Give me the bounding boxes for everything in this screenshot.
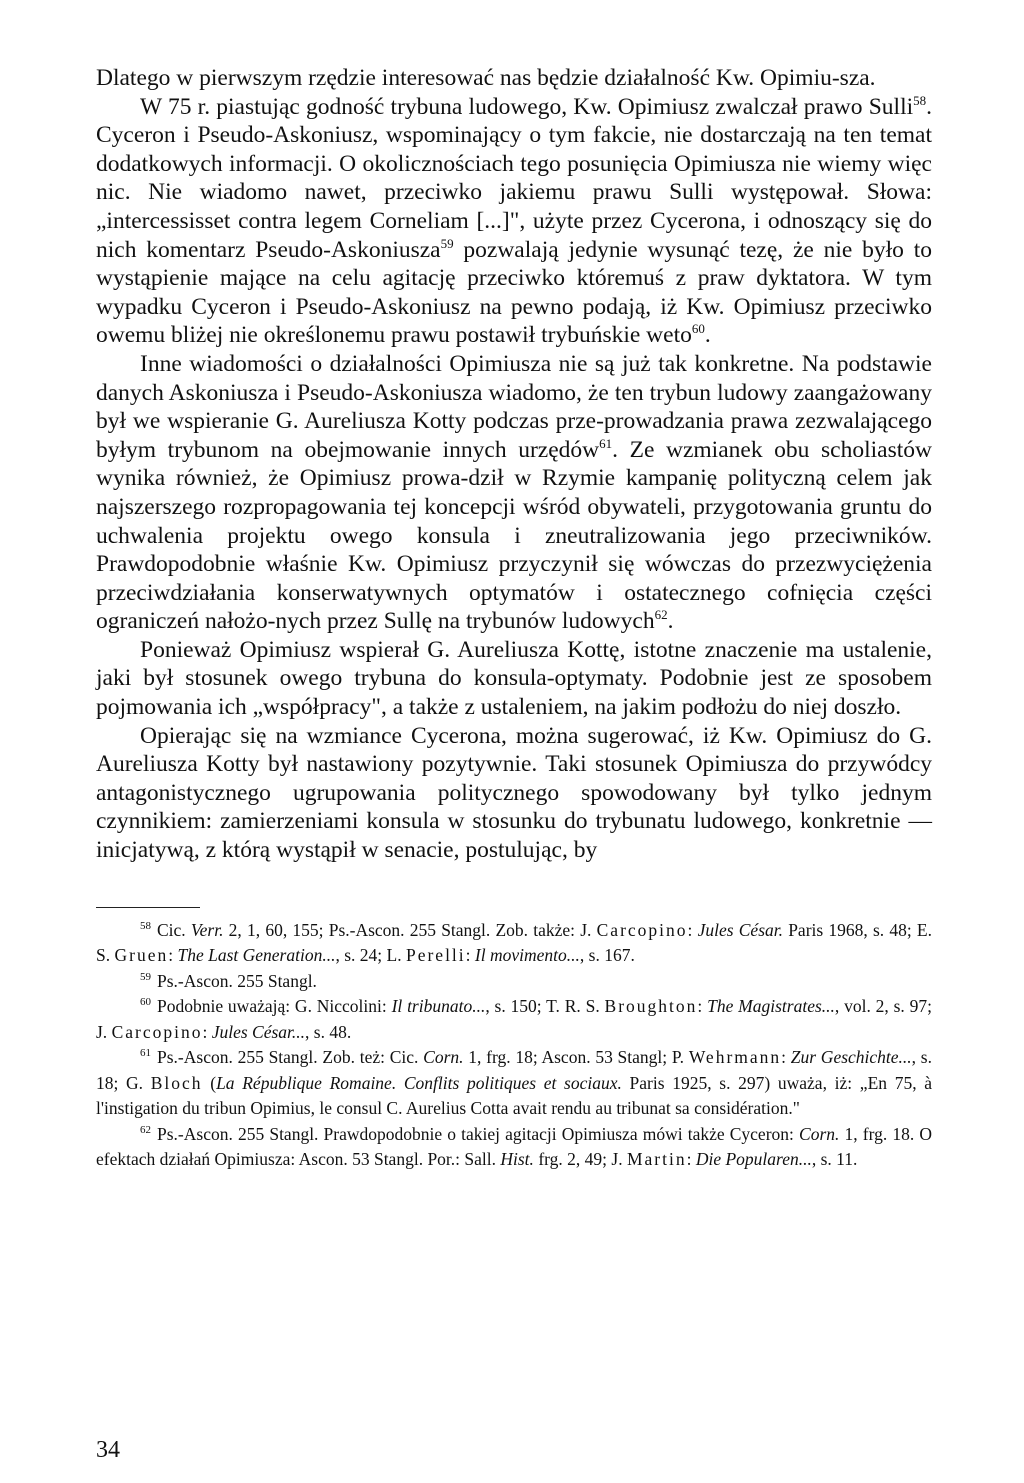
footnote-number: 60 [140,996,151,1009]
italic-title: Zur Geschichte... [790,1047,912,1068]
italic-title: Jules César. [697,919,783,940]
footnote-number: 59 [140,970,151,983]
text-run: , s. 167. [579,945,635,966]
text-run: 1, frg. 18; Ascon. 53 Stangl; P. [463,1047,689,1068]
text-run: Ps.-Ascon. 255 Stangl. Prawdopodobnie o takiej agitacji Opimiusza mówi także Cyceron: [157,1123,800,1144]
text-run: Ps.-Ascon. 255 Stangl. [157,970,317,991]
paragraph [96,93,932,350]
footnote-ref: 59 [440,235,454,251]
text-run: : [781,1047,791,1068]
italic-title: Corn. [423,1047,464,1068]
text-run: : [697,996,708,1017]
footnote-number: 61 [140,1047,151,1060]
footnote-divider [96,907,200,908]
text-run: . Cyceron i Pseudo-Askoniusz, wspominający o tym fakcie, nie dostarczają na ten temat dodatkowych informacji. O okolicznościach tego posunięcia Opimiusza nie wiemy więc nic. Nie wiadomo nawet, przeciwko jakiemu prawu Sulli występował. Słowa: „intercessisset contra legem Corneliam [...]", użyte przez Cycerona, i odnoszący się do nich komentarz Pseudo-Askoniusza [96,93,932,263]
text-run: . [667,608,674,635]
italic-title: Hist. [500,1149,534,1170]
text-run: 1, frg. 18. O efektach działań Opimiusza: Ascon. 53 Stangl. Por.: Sall. [96,1123,932,1170]
author-name: Bloch [150,1072,203,1093]
author-name: Gruen [114,945,169,966]
footnote-text [96,996,932,1042]
footnote-ref: 58 [913,92,927,108]
paragraph: Opierając się na wzmiance Cycerona, można sugerować, iż Kw. Opimiusz do G. Aureliusza Kotty był nastawiony pozytywnie. Taki stosunek Opimiusza do przywódcy antagonistycznego ugrupowania politycznego spowodowany był tylko jednym czynnikiem: zamierzeniami konsula w stosunku do trybunatu ludowego, konkretnie — inicjatywą, z którą wystąpił w senacie, postulując, by [96,722,932,864]
text-run: Paris 1925, s. 297) uważa, iż: „En 75, à l'instigation du tribun Opimius, le consul C. Aurelius Cotta avait rendu au tribunat sa considération." [96,1072,933,1119]
footnote-text [157,971,317,991]
footnote-text [96,920,932,966]
text-run: frg. 2, 49; J. [533,1149,627,1170]
text-run: Ps.-Ascon. 255 Stangl. Zob. też: Cic. [157,1047,424,1068]
footnote-ref: 60 [691,321,705,337]
author-name: Martin [626,1149,687,1170]
footnotes [96,918,932,1173]
footnote-number: 58 [140,919,151,932]
text-run: pozwalają jedynie wysunąć tezę, że nie było to wystąpienie mające na celu agitację przeciwko któremuś z praw dyktatora. W tym wypadku Cyceron i Pseudo-Askoniusz na pewno podają, iż Kw. Opimiusz przeciwko owemu bliżej nie określonemu prawu postawił trybuńskie weto [96,236,932,349]
footnote-number: 62 [140,1123,151,1136]
text-run: : [687,919,698,940]
paragraph: Ponieważ Opimiusz wspierał G. Aureliusza Kottę, istotne znaczenie ma ustalenie, jaki był stosunek owego trybuna do konsula-optymaty. Podobnie jest ze sposobem pojmowania ich „współpracy", a także z ustaleniem, na jakim podłożu do niej doszło. [96,636,932,721]
author-name: Carcopino [596,919,688,940]
footnote [96,1045,932,1122]
author-name: Wehrmann [688,1047,782,1068]
text-run: , s. 48. [305,1021,352,1042]
italic-title: Il tribunato... [391,996,486,1017]
italic-title: Il movimento... [474,945,580,966]
footnote [96,994,932,1045]
text-run: , s. 11. [811,1149,858,1170]
text-run: : [168,945,178,966]
footnote [96,918,932,969]
paragraph: Dlatego w pierwszym rzędzie interesować nas będzie działalność Kw. Opimiu-sza. [96,65,876,91]
italic-title: Corn. [799,1123,840,1144]
text-run: , vol. 2, s. 97; J. [96,996,932,1042]
footnote [96,1122,932,1173]
text-run: , s. 150; T. R. S. [485,996,605,1017]
body-text [96,64,932,865]
text-run: 2, 1, 60, 155; Ps.-Ascon. 255 Stangl. Zob. także: J. [223,919,597,940]
text-run: W 75 r. piastując godność trybuna ludowego, Kw. Opimiusz zwalczał prawo Sulli [140,93,914,120]
text-run: . [704,322,711,349]
italic-title: Verr. [190,919,224,940]
author-name: Carcopino [111,1021,203,1042]
footnote-ref: 62 [654,607,668,623]
text-run: , s. 18; G. [96,1047,932,1093]
text-run: : [686,1149,696,1170]
text-run: . Ze wzmianek obu scholiastów wynika również, że Opimiusz prowa-dził w Rzymie kampanię polityczną celem jak najszerszego rozpropagowania tej koncepcji wśród obywateli, przygotowania gruntu do uchwalenia projektu owego konsula i zneutralizowania jego przeciwników. Prawdopodobnie właśnie Kw. Opimiusz przyczynił się wówczas do przezwyciężenia przeciwdziałania konserwatywnych optymatów i ostatecznego cofnięcia części ograniczeń nałożo-nych przez Sullę na trybunów ludowych [96,436,932,635]
paragraph [96,350,932,636]
text-run: Paris 1968, s. 48; E. S. [96,919,932,966]
text-run: Podobnie uważają: G. Niccolini: [157,996,392,1017]
footnote-text [96,1047,932,1118]
text-run: ( [202,1072,217,1093]
text-run: : [465,945,475,966]
text-run: Inne wiadomości o działalności Opimiusza nie są już tak konkretne. Na podstawie danych Askoniusza i Pseudo-Askoniusza wiadomo, że ten trybun ludowy zaangażowany był we wspieranie G. Aureliusza Kotty podczas prze-prowadzania prawa zezwalającego byłym trybunom na obejmowanie innych urzędów [96,350,932,463]
page [96,64,932,1173]
text-run: Cic. [157,919,191,940]
italic-title: La République Romaine. Conflits politiques et sociaux. [216,1072,622,1093]
italic-title: The Magistrates... [707,996,835,1017]
text-run: : [202,1021,212,1042]
footnote-ref: 61 [599,435,613,451]
footnote-text [96,1124,932,1170]
footnote [96,969,932,995]
author-name: Broughton [604,996,698,1017]
author-name: Perelli [405,945,466,966]
page-number: 34 [96,1437,120,1463]
italic-title: The Last Generation... [177,945,336,966]
italic-title: Die Popularen... [695,1149,812,1170]
italic-title: Jules César... [211,1021,306,1042]
text-run: , s. 24; L. [335,945,406,966]
